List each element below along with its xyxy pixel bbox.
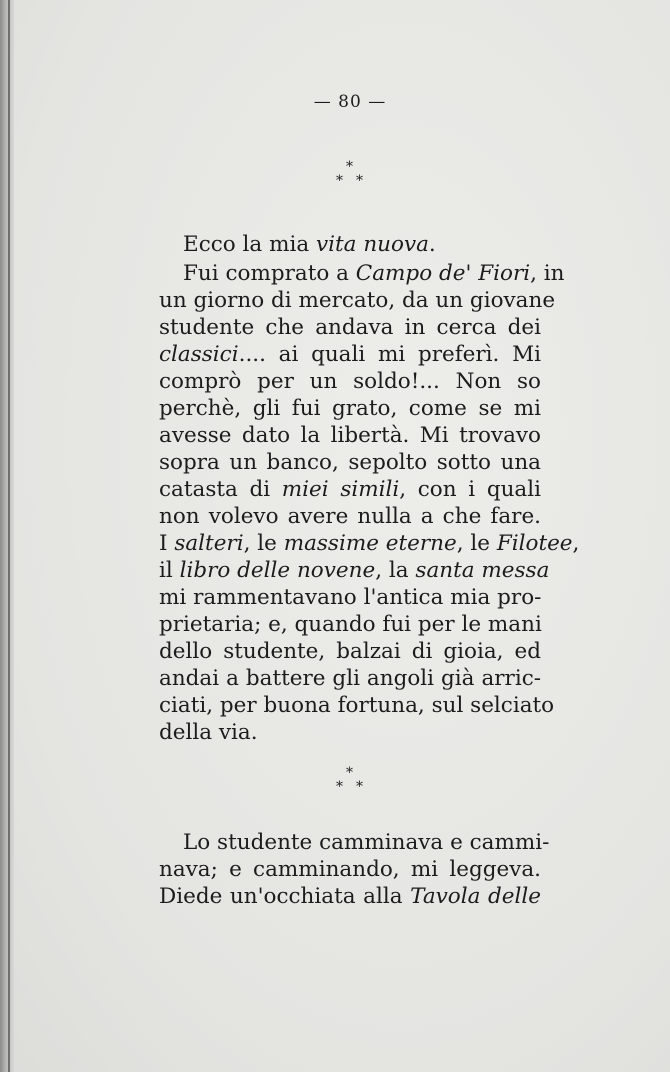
text-line: classici.... ai quali mi preferì. Mi bbox=[159, 342, 541, 367]
text-line: nava; e camminando, mi leggeva. bbox=[159, 857, 541, 882]
text-line: sopra un banco, sepolto sotto una bbox=[159, 450, 541, 475]
page-number: — 80 — bbox=[313, 92, 387, 112]
text-line: ciati, per buona fortuna, sul selciato bbox=[159, 693, 555, 718]
text-line: andai a battere gli angoli già arric- bbox=[159, 666, 541, 691]
text-line: I salteri, le massime eterne, le Filotee, bbox=[159, 531, 580, 556]
text-line: Lo studente camminava e cammi- bbox=[183, 830, 550, 855]
text-line: mi rammentavano l'antica mia pro- bbox=[159, 585, 542, 610]
text-line: comprò per un soldo!... Non so bbox=[159, 369, 541, 394]
asterisk-icon: * bbox=[356, 779, 363, 795]
asterisk-icon: * bbox=[356, 173, 363, 189]
text-line: studente che andava in cerca dei bbox=[159, 315, 541, 340]
section-break-asterism bbox=[332, 766, 376, 800]
asterisk-icon: * bbox=[336, 173, 343, 189]
text-line: perchè, gli fui grato, come se mi bbox=[159, 396, 541, 421]
text-line: Fui comprato a Campo de' Fiori, in bbox=[183, 261, 565, 286]
asterisk-icon: * bbox=[336, 779, 343, 795]
text-line: prietaria; e, quando fui per le mani bbox=[159, 612, 542, 637]
text-line: della via. bbox=[159, 720, 258, 745]
asterisk-icon: * bbox=[346, 159, 353, 175]
text-line: dello studente, balzai di gioia, ed bbox=[159, 639, 541, 664]
text-line: Diede un'occhiata alla Tavola delle bbox=[159, 884, 541, 909]
text-line: catasta di miei simili, con i quali bbox=[159, 477, 541, 502]
binding-edge bbox=[8, 0, 10, 1072]
text-line: un giorno di mercato, da un giovane bbox=[159, 288, 556, 313]
section-break-asterism bbox=[332, 160, 376, 194]
binding-shadow bbox=[0, 0, 14, 1072]
text-line: non volevo avere nulla a che fare. bbox=[159, 504, 541, 529]
asterisk-icon: * bbox=[346, 765, 353, 781]
text-line: Ecco la mia vita nuova. bbox=[183, 232, 436, 257]
text-line: avesse dato la libertà. Mi trovavo bbox=[159, 423, 541, 448]
text-line: il libro delle novene, la santa messa bbox=[159, 558, 550, 583]
